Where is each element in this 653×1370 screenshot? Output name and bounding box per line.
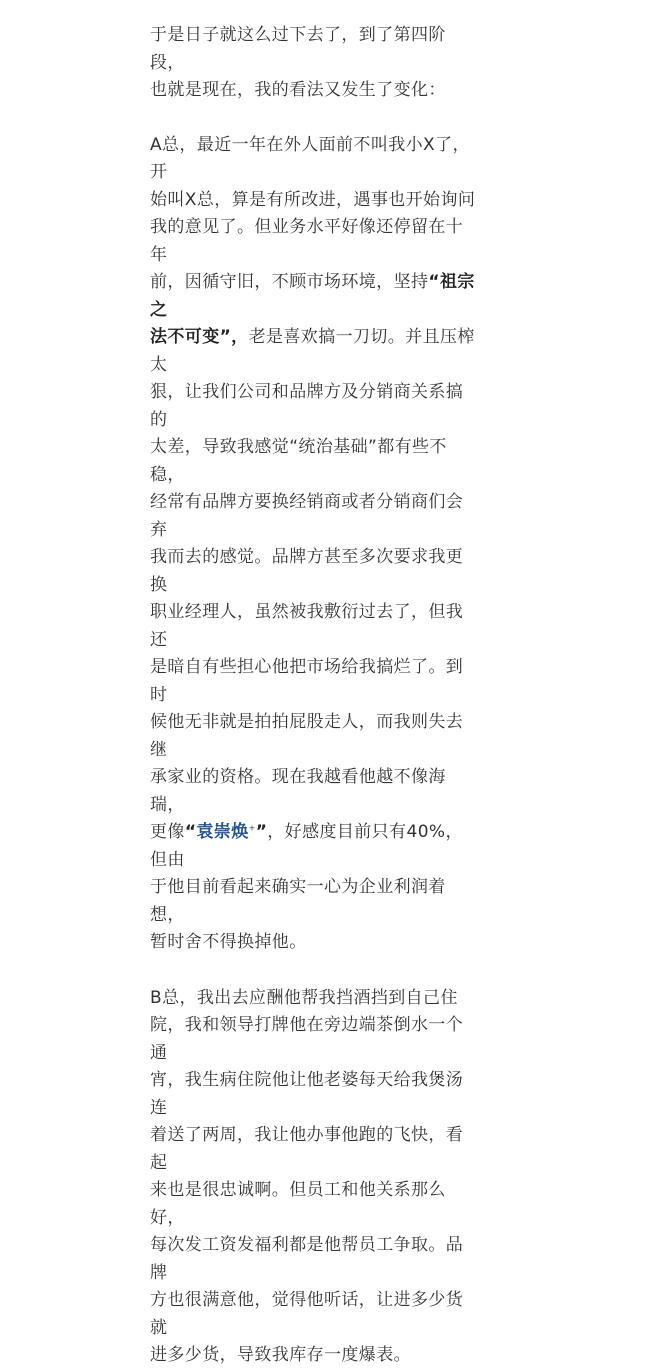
bold-quote-ancestral-law: “祖宗之 法不可变”， bbox=[150, 272, 475, 347]
paragraph-a-text-1: A总，最近一年在外人面前不叫我小X了，开 始叫X总，算是有所改进，遇事也开始询问 我的意见了。但业务水平好像还停留在十年 前，因循守旧，不顾市场环境，坚持 bbox=[150, 134, 476, 292]
paragraph-a-manager bbox=[150, 132, 480, 957]
quote-open-mark: “ bbox=[184, 822, 197, 842]
paragraph-intro: 于是日子就这么过下去了，到了第四阶段， 也就是现在，我的看法又发生了变化： bbox=[150, 25, 446, 100]
article-body bbox=[150, 22, 480, 1370]
link-plus-marker: + bbox=[248, 823, 256, 833]
paragraph-b-manager: B总，我出去应酬他帮我挡酒挡到自己住 院，我和领导打牌他在旁边端茶倒水一个通 宵，我生病住院他让他老婆每天给我煲汤连 着送了两周，我让他办事他跑的飞快，看起 来也是很忠诚啊。但员工和他关系那么好， 每次发工资发福利都是他帮员工争取。品牌 方也很满意他，觉得他听话，让进多少货就 进多少货，导致我库存一度爆表。 bbox=[150, 987, 464, 1365]
quote-close-mark: ” bbox=[255, 822, 268, 842]
link-yuan-chonghuan[interactable]: 袁崇焕 bbox=[196, 822, 249, 842]
paragraph-a-text-2: 老是喜欢搞一刀切。并且压榨太 狠，让我们公司和品牌方及分销商关系搞的 太差，导致我感觉“统治基础”都有些不稳， 经常有品牌方要换经销商或者分销商们会弃 我而去的感觉。品牌方甚至多次要求我更换 职业经理人，虽然被我敷衍过去了，但我还 是暗自有些担心他把市场给我搞烂了。到时 候他无非就是拍拍屁股走人，而我则失去继 承家业的资格。现在我越看他越不像海瑞， 更像 bbox=[150, 327, 475, 842]
paragraph-a-text-3: ，好感度目前只有40%，但由 于他目前看起来确实一心为企业利润着想， 暂时舍不得换掉他。 bbox=[150, 822, 463, 952]
